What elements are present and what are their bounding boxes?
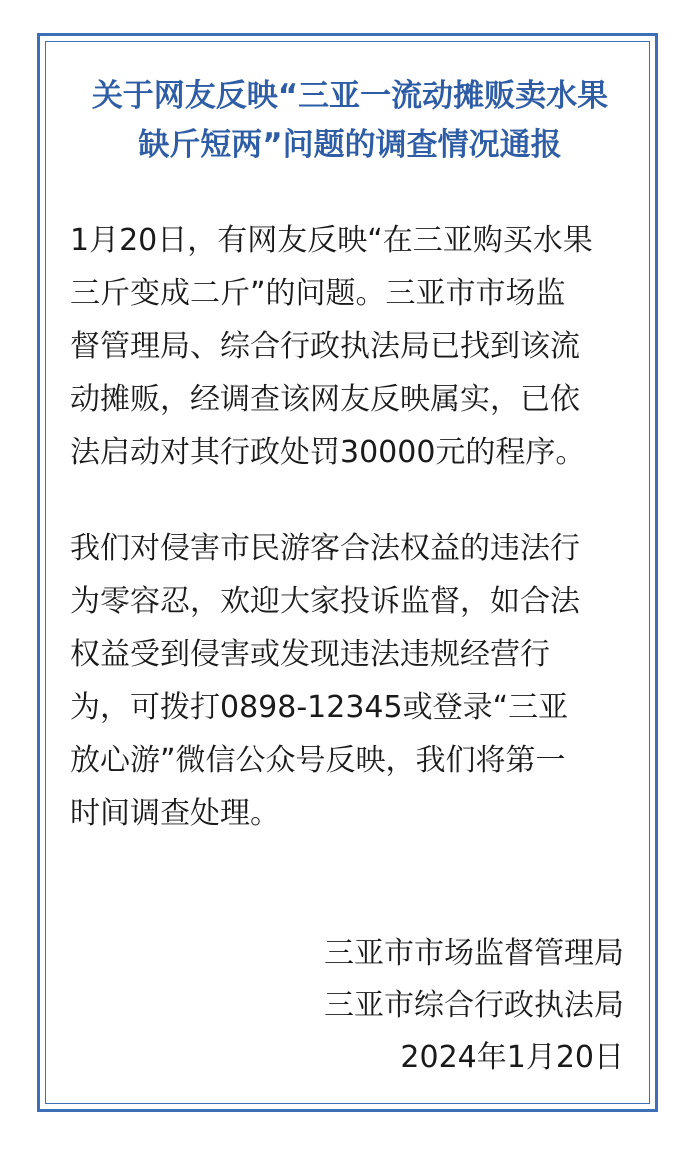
title-line: 关于网友反映“三亚一流动摊贩卖水果 <box>91 78 609 114</box>
signature-org-2: 三亚市综合行政执法局 <box>324 988 624 1023</box>
notice-title <box>50 72 650 170</box>
paragraph-line: 督管理局、综合行政执法局已找到该流 <box>70 329 580 364</box>
signature-date: 2024年1月20日 <box>400 1040 624 1075</box>
paragraph-line: 权益受到侵害或发现违法违规经营行 <box>70 637 550 672</box>
paragraph-line: 三斤变成二斤”的问题。三亚市市场监 <box>70 276 566 311</box>
paragraph-line: 为零容忍，欢迎大家投诉监督，如合法 <box>70 584 580 619</box>
paragraph-line: 我们对侵害市民游客合法权益的违法行 <box>70 531 580 566</box>
paragraph-line: 为，可拨打0898-12345或登录“三亚 <box>70 690 569 725</box>
paragraph-line: 动摊贩，经调查该网友反映属实，已依 <box>70 382 580 417</box>
paragraph-line: 1月20日，有网友反映“在三亚购买水果 <box>70 223 593 258</box>
paragraph-line: 时间调查处理。 <box>70 796 280 831</box>
paragraph-line: 法启动对其行政处罚30000元的程序。 <box>70 435 586 470</box>
signature-org-1: 三亚市市场监督管理局 <box>324 936 624 971</box>
title-line: 缺斤短两”问题的调查情况通报 <box>138 127 562 163</box>
signature-block <box>324 928 624 1084</box>
paragraph-line: 放心游”微信公众号反映，我们将第一 <box>70 743 566 778</box>
paragraph-1 <box>70 214 640 479</box>
paragraph-2 <box>70 522 640 840</box>
